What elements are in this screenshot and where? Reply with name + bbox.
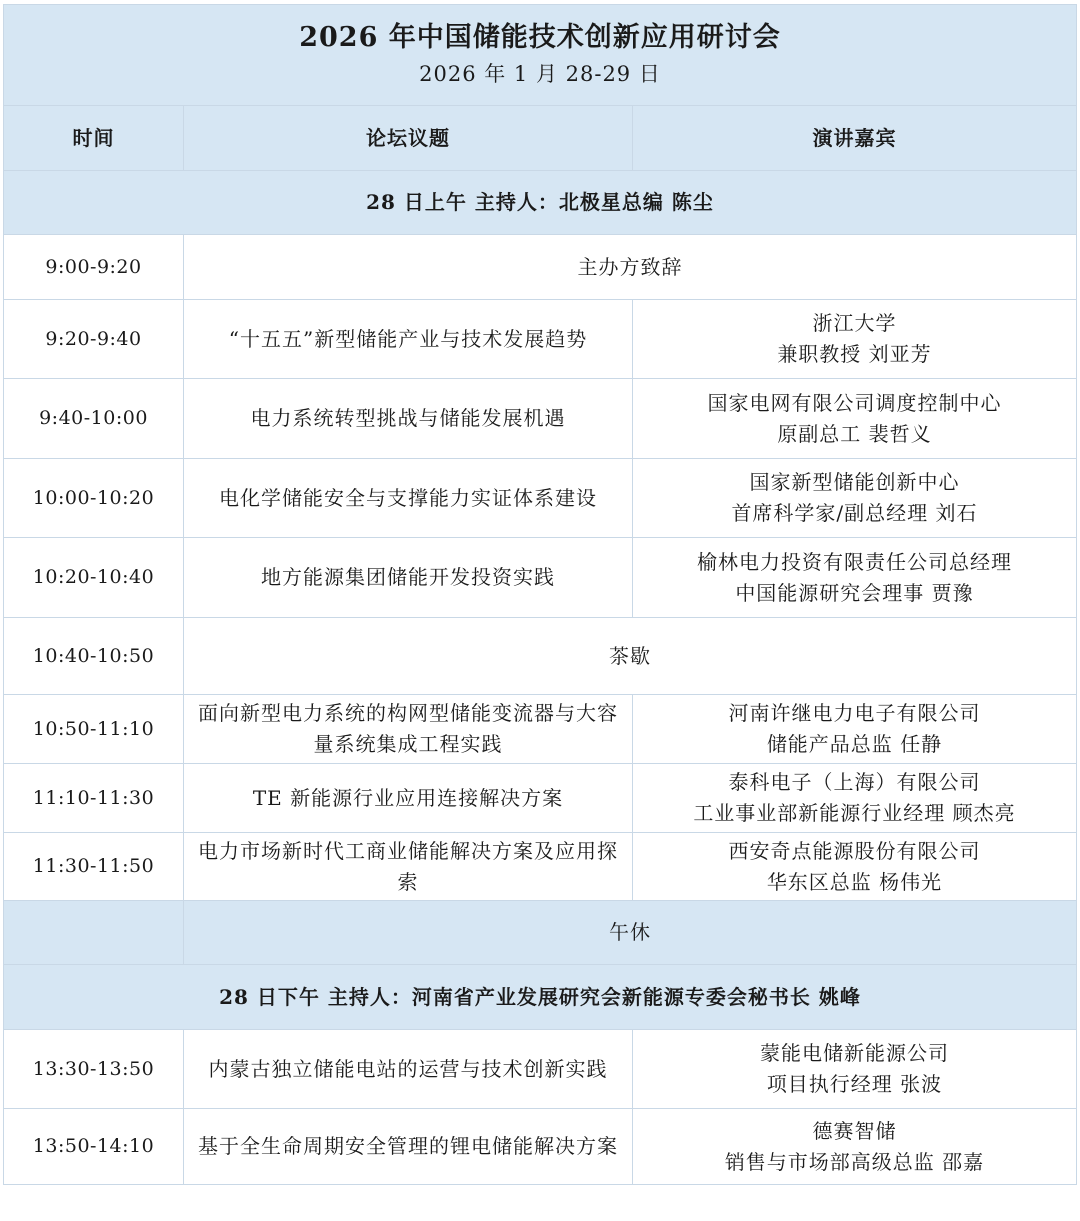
speaker-name: 储能产品总监 任静 xyxy=(766,732,943,756)
table-row xyxy=(4,300,1077,379)
topic-cell: TE 新能源行业应用连接解决方案 xyxy=(184,764,633,833)
column-header-topic: 论坛议题 xyxy=(184,106,633,171)
time-cell: 9:00-9:20 xyxy=(4,235,184,300)
topic-cell: 地方能源集团储能开发投资实践 xyxy=(184,538,633,618)
title-cell xyxy=(4,5,1077,106)
speaker-cell xyxy=(633,538,1077,618)
lunch-time-cell xyxy=(4,901,184,965)
speaker-org: 国家新型储能创新中心 xyxy=(749,470,960,494)
time-cell: 10:40-10:50 xyxy=(4,618,184,695)
speaker-org: 榆林电力投资有限责任公司总经理 xyxy=(697,549,1012,574)
column-header-time: 时间 xyxy=(4,106,184,171)
lunch-row xyxy=(4,901,1077,965)
speaker-name: 华东区总监 杨伟光 xyxy=(766,869,943,894)
session-row-morning xyxy=(4,171,1077,235)
lunch-title: 午休 xyxy=(184,901,1077,965)
table-row xyxy=(4,1030,1077,1109)
speaker-cell xyxy=(633,1109,1077,1185)
speaker-name: 销售与市场部高级总监 邵嘉 xyxy=(724,1149,985,1174)
topic-cell: 基于全生命周期安全管理的锂电储能解决方案 xyxy=(184,1109,633,1185)
speaker-name: 首席科学家/副总经理 刘石 xyxy=(731,501,978,525)
speaker-org: 浙江大学 xyxy=(812,311,897,335)
time-cell: 10:00-10:20 xyxy=(4,459,184,538)
table-row xyxy=(4,1109,1077,1185)
session-row-afternoon xyxy=(4,965,1077,1030)
speaker-org: 西安奇点能源股份有限公司 xyxy=(728,838,981,863)
speaker-org: 河南许继电力电子有限公司 xyxy=(728,701,981,725)
topic-cell: “十五五”新型储能产业与技术发展趋势 xyxy=(184,300,633,379)
speaker-cell xyxy=(633,695,1077,764)
topic-cell: 电力市场新时代工商业储能解决方案及应用探索 xyxy=(184,833,633,901)
speaker-org: 德赛智储 xyxy=(812,1118,897,1143)
topic-cell: 面向新型电力系统的构网型储能变流器与大容量系统集成工程实践 xyxy=(184,695,633,764)
topic-cell: 内蒙古独立储能电站的运营与技术创新实践 xyxy=(184,1030,633,1109)
time-cell: 13:50-14:10 xyxy=(4,1109,184,1185)
table-row xyxy=(4,379,1077,459)
speaker-cell xyxy=(633,833,1077,901)
topic-cell: 电力系统转型挑战与储能发展机遇 xyxy=(184,379,633,459)
table-row xyxy=(4,618,1077,695)
speaker-cell xyxy=(633,300,1077,379)
time-cell: 9:40-10:00 xyxy=(4,379,184,459)
speaker-cell xyxy=(633,379,1077,459)
speaker-name: 原副总工 裴哲义 xyxy=(777,421,932,446)
agenda-date: 2026 年 1 月 28-29 日 xyxy=(419,62,661,86)
speaker-org: 泰科电子（上海）有限公司 xyxy=(728,770,981,794)
table-row xyxy=(4,833,1077,901)
tea-break-title: 茶歇 xyxy=(184,618,1077,695)
speaker-org: 蒙能电储新能源公司 xyxy=(760,1041,949,1065)
speaker-name: 中国能源研究会理事 贾豫 xyxy=(735,580,974,605)
speaker-cell xyxy=(633,1030,1077,1109)
table-row xyxy=(4,695,1077,764)
time-cell: 11:30-11:50 xyxy=(4,833,184,901)
topic-cell: 电化学储能安全与支撑能力实证体系建设 xyxy=(184,459,633,538)
agenda-title: 2026 年中国储能技术创新应用研讨会 xyxy=(299,22,781,53)
time-cell: 9:20-9:40 xyxy=(4,300,184,379)
speaker-name: 兼职教授 刘亚芳 xyxy=(777,342,932,366)
title-row xyxy=(4,5,1077,106)
table-row xyxy=(4,459,1077,538)
time-cell: 13:30-13:50 xyxy=(4,1030,184,1109)
column-header-speaker: 演讲嘉宾 xyxy=(633,106,1077,171)
time-cell: 11:10-11:30 xyxy=(4,764,184,833)
session-morning-label: 28 日上午 主持人：北极星总编 陈尘 xyxy=(4,171,1077,235)
speaker-cell xyxy=(633,459,1077,538)
session-afternoon-label: 28 日下午 主持人：河南省产业发展研究会新能源专委会秘书长 姚峰 xyxy=(4,965,1077,1030)
table-row xyxy=(4,235,1077,300)
time-cell: 10:50-11:10 xyxy=(4,695,184,764)
agenda-table xyxy=(3,4,1077,1185)
speaker-org: 国家电网有限公司调度控制中心 xyxy=(707,390,1002,415)
speaker-name: 项目执行经理 张波 xyxy=(766,1072,943,1096)
agenda-sheet xyxy=(3,4,1076,1185)
column-header-row xyxy=(4,106,1077,171)
opening-title: 主办方致辞 xyxy=(184,235,1077,300)
speaker-cell xyxy=(633,764,1077,833)
table-row xyxy=(4,538,1077,618)
speaker-name: 工业事业部新能源行业经理 顾杰亮 xyxy=(693,801,1016,825)
time-cell: 10:20-10:40 xyxy=(4,538,184,618)
table-row xyxy=(4,764,1077,833)
